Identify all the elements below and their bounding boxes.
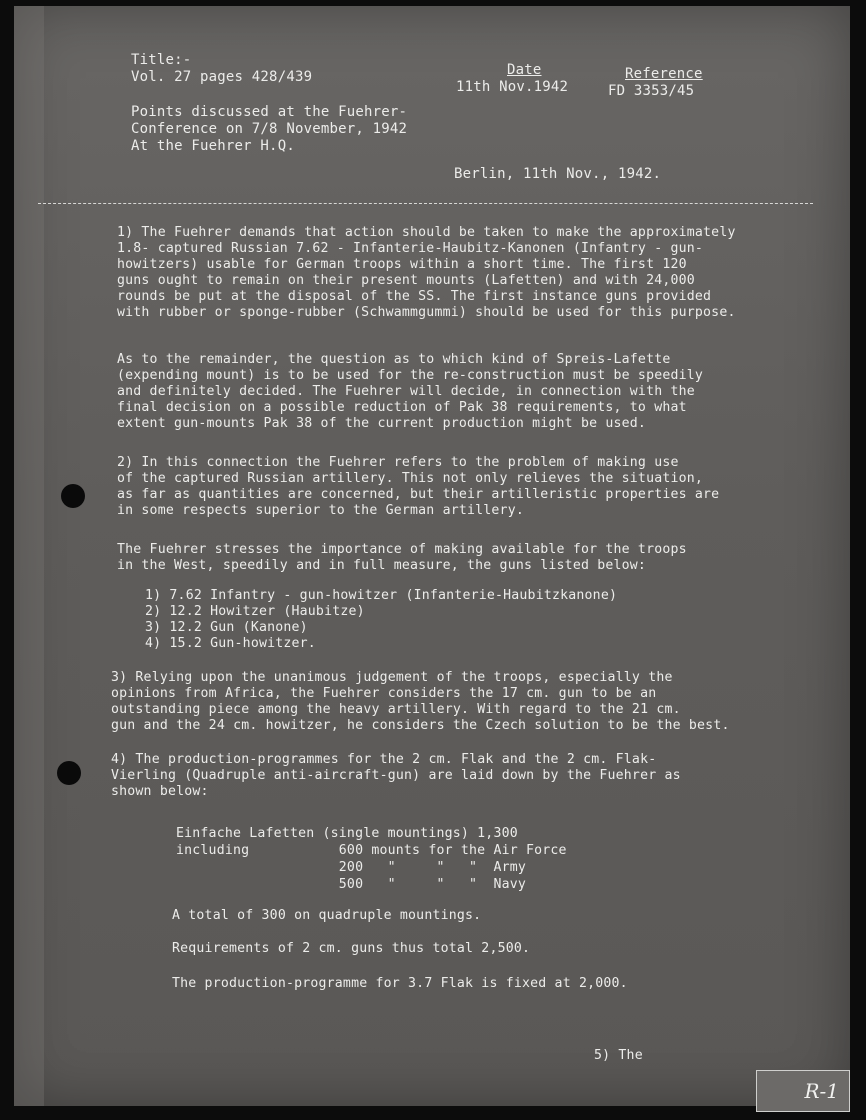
text-line: As to the remainder, the question as to which kind of Spreis-Lafette <box>117 352 671 367</box>
text-line: guns ought to remain on their present mounts (Lafetten) and with 24,000 <box>117 273 695 288</box>
punch-hole <box>57 761 81 785</box>
text-line: gun and the 24 cm. howitzer, he considers the Czech solution to be the best. <box>111 718 730 733</box>
archive-stamp <box>756 1070 850 1112</box>
list-item: 4) 15.2 Gun-howitzer. <box>145 636 316 651</box>
text-line: shown below: <box>111 784 209 799</box>
table-row: Einfache Lafetten (single mountings) 1,300 <box>176 826 518 841</box>
flak-line: The production-programme for 3.7 Flak is fixed at 2,000. <box>172 976 628 991</box>
text-line: of the captured Russian artillery. This not only relieves the situation, <box>117 471 704 486</box>
text-line: 2) In this connection the Fuehrer refers to the problem of making use <box>117 455 679 470</box>
subject-line: Points discussed at the Fuehrer- <box>131 104 408 120</box>
table-row: 200 " " " Army <box>176 860 527 875</box>
reference-label: Reference <box>625 66 703 82</box>
text-line: (expending mount) is to be used for the re-construction must be speedily <box>117 368 704 383</box>
text-line: 3) Relying upon the unanimous judgement of the troops, especially the <box>111 670 673 685</box>
text-line: as far as quantities are concerned, but their artilleristic properties are <box>117 487 720 502</box>
stamp-label: R-1 <box>804 1079 839 1103</box>
list-item: 3) 12.2 Gun (Kanone) <box>145 620 308 635</box>
table-row: 500 " " " Navy <box>176 877 527 892</box>
table-row: including 600 mounts for the Air Force <box>176 843 567 858</box>
subject-line: At the Fuehrer H.Q. <box>131 138 295 154</box>
title-label: Title:- <box>131 52 192 68</box>
page-edge <box>14 6 44 1106</box>
list-item: 1) 7.62 Infantry - gun-howitzer (Infanterie-Haubitzkanone) <box>145 588 618 603</box>
punch-hole <box>61 484 85 508</box>
text-line: rounds be put at the disposal of the SS. The first instance guns provided <box>117 289 712 304</box>
place-date: Berlin, 11th Nov., 1942. <box>454 166 662 182</box>
list-item: 2) 12.2 Howitzer (Haubitze) <box>145 604 365 619</box>
date-value: 11th Nov.1942 <box>456 79 569 95</box>
text-line: Vierling (Quadruple anti-aircraft-gun) are laid down by the Fuehrer as <box>111 768 681 783</box>
text-line: 1) The Fuehrer demands that action should be taken to make the approximately <box>117 225 736 240</box>
text-line: outstanding piece among the heavy artillery. With regard to the 21 cm. <box>111 702 681 717</box>
text-line: The Fuehrer stresses the importance of making available for the troops <box>117 542 687 557</box>
text-line: in some respects superior to the German artillery. <box>117 503 524 518</box>
text-line: extent gun-mounts Pak 38 of the current production might be used. <box>117 416 647 431</box>
text-line: opinions from Africa, the Fuehrer considers the 17 cm. gun to be an <box>111 686 657 701</box>
requirements-line: Requirements of 2 cm. guns thus total 2,500. <box>172 941 531 956</box>
dashed-separator <box>38 203 813 204</box>
reference-value: FD 3353/45 <box>608 83 695 99</box>
text-line: with rubber or sponge-rubber (Schwammgummi) should be used for this purpose. <box>117 305 736 320</box>
mountings-table <box>176 826 567 901</box>
text-line: 1.8- captured Russian 7.62 - Infanterie-Haubitz-Kanonen (Infantry - gun- <box>117 241 704 256</box>
text-line: in the West, speedily and in full measure, the guns listed below: <box>117 558 647 573</box>
total-line: A total of 300 on quadruple mountings. <box>172 908 482 923</box>
subject-line: Conference on 7/8 November, 1942 <box>131 121 408 137</box>
text-line: and definitely decided. The Fuehrer will decide, in connection with the <box>117 384 695 399</box>
volume: Vol. 27 pages 428/439 <box>131 69 313 85</box>
text-line: 4) The production-programmes for the 2 cm. Flak and the 2 cm. Flak- <box>111 752 657 767</box>
text-line: howitzers) usable for German troops within a short time. The first 120 <box>117 257 687 272</box>
text-line: final decision on a possible reduction of Pak 38 requirements, to what <box>117 400 687 415</box>
date-label: Date <box>507 62 542 78</box>
continuation-marker: 5) The <box>594 1048 643 1063</box>
